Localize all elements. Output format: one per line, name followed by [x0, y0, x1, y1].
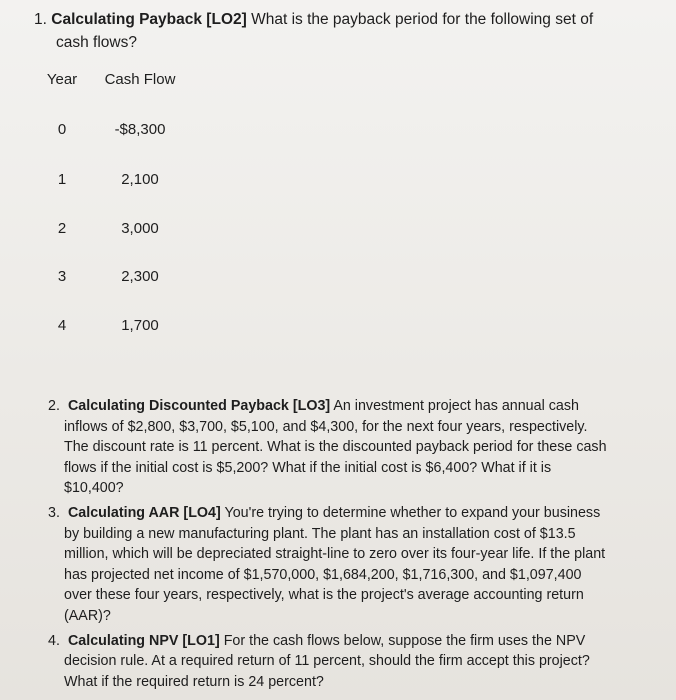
question-1-text-line2: cash flows?	[56, 34, 137, 51]
question-3-number: 3.	[48, 504, 60, 521]
year-header: Year	[46, 71, 78, 88]
year-cell: 3	[57, 268, 67, 285]
question-2-title: Calculating Discounted Payback [LO3]	[67, 398, 331, 414]
question-4-text: For the cash flows below, suppose the firm uses the NPV decision rule. At a required return of 11 percent, should the firm accept this project? What if the required return is 24 percent?	[64, 632, 590, 690]
question-1-number: 1.	[34, 11, 47, 28]
cash-flow-cell: 3,000	[121, 220, 159, 237]
question-4	[48, 631, 608, 693]
question-1-title: Calculating Payback [LO2]	[51, 11, 247, 28]
question-2	[48, 396, 608, 499]
question-4-number: 4.	[48, 632, 60, 649]
question-1-text-line1: What is the payback period for the following set of	[251, 11, 594, 28]
problem-list	[48, 396, 608, 696]
cash-flow-cell: 2,100	[121, 171, 159, 188]
cash-flow-cell: -$8,300	[114, 121, 166, 138]
year-cell: 2	[57, 220, 67, 237]
question-3	[48, 503, 608, 627]
question-3-title: Calculating AAR [LO4]	[67, 504, 221, 521]
year-cell: 1	[57, 171, 67, 188]
question-2-number: 2.	[48, 398, 60, 414]
question-2-text: An investment project has annual cash inflows of $2,800, $3,700, $5,100, and $4,300, for the next four years, respectively. The discount rate is 11 percent. What is the discounted payback period for these cash flows if the initial cost is $5,200? What if the initial cost is $6,400? What if it is $10,400?	[64, 398, 607, 497]
cash-flow-cell: 1,700	[121, 317, 159, 334]
cash-flow-cell: 2,300	[121, 268, 159, 285]
year-cell: 4	[57, 317, 67, 334]
question-3-text: You're trying to determine whether to expand your business by building a new manufacturing plant. The plant has an installation cost of $13.5 million, which will be depreciated straight-line to zero over its four-year life. If the plant has projected net income of $1,570,000, $1,684,200, $1,716,300, and $1,097,400 over these four years, respectively, what is the project's average accounting return (AAR)?	[64, 504, 606, 624]
question-1	[34, 8, 634, 54]
question-4-title: Calculating NPV [LO1]	[67, 632, 220, 649]
year-cell: 0	[57, 121, 67, 138]
cash-flow-header: Cash Flow	[104, 71, 176, 88]
